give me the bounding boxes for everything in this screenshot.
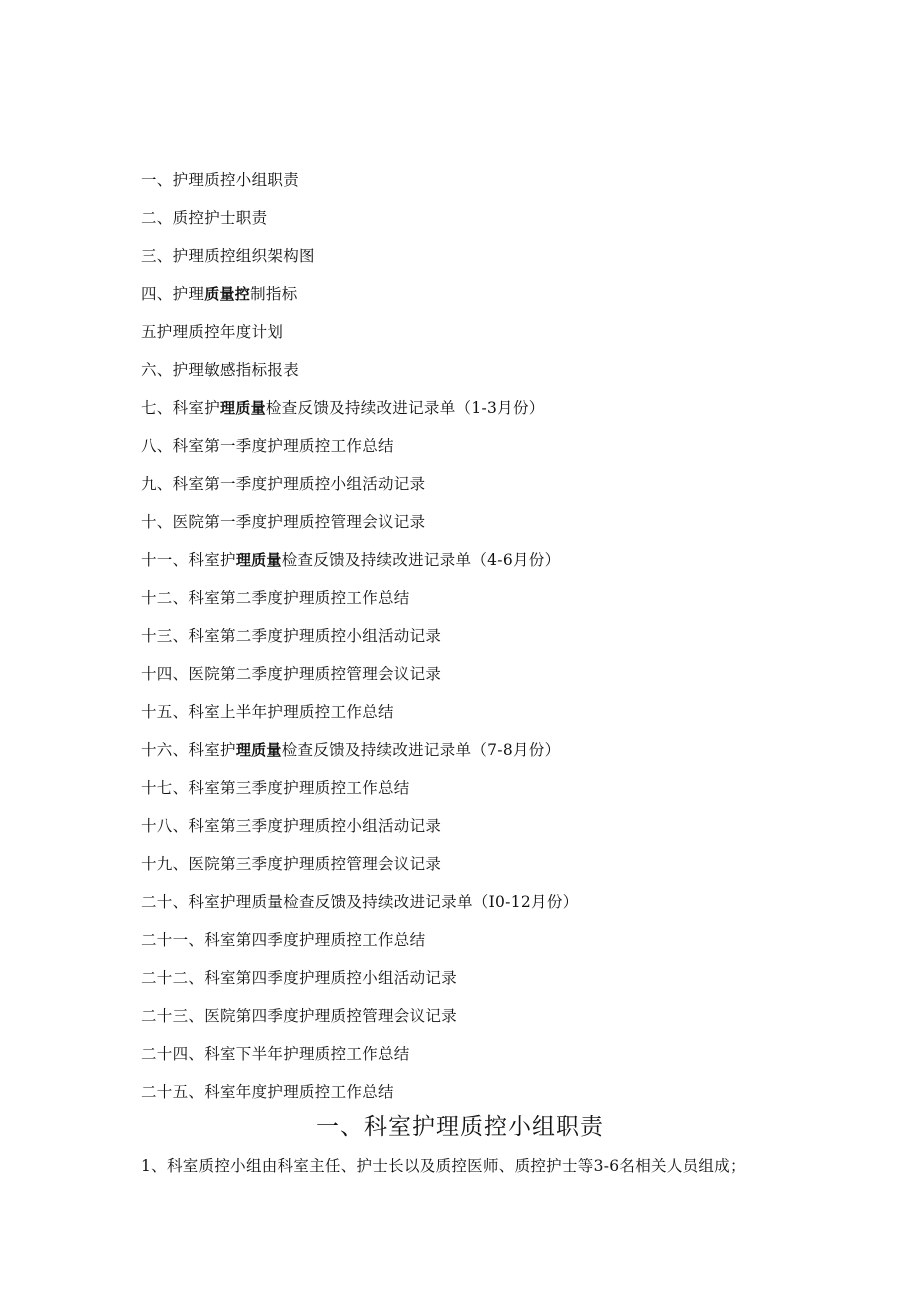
toc-item bbox=[141, 547, 841, 585]
toc-item-text: 十四、医院第二季度护理质控管理会议记录 bbox=[141, 665, 442, 683]
toc-item-text: 十八、科室第三季度护理质控小组活动记录 bbox=[141, 817, 442, 835]
toc-item bbox=[141, 471, 841, 509]
toc-item bbox=[141, 927, 841, 965]
toc-item-text: 二、质控护士职责 bbox=[141, 209, 268, 227]
toc-item-text: 十、医院第一季度护理质控管理会议记录 bbox=[141, 513, 426, 531]
toc-item bbox=[141, 585, 841, 623]
toc-item bbox=[141, 889, 841, 927]
toc-item-text: 四、护理 bbox=[141, 285, 205, 303]
toc-item-text: 一、护理质控小组职责 bbox=[141, 171, 300, 189]
toc-item bbox=[141, 813, 841, 851]
toc-item bbox=[141, 243, 841, 281]
toc-item bbox=[141, 395, 841, 433]
toc-item-bold-text: 理质量 bbox=[235, 551, 282, 569]
toc-item-text: 十五、科室上半年护理质控工作总结 bbox=[141, 703, 394, 721]
toc-item-text: 十七、科室第三季度护理质控工作总结 bbox=[141, 779, 410, 797]
toc-item-text-rest: 检查反馈及持续改进记录单（4-6月份） bbox=[281, 551, 561, 569]
toc-item bbox=[141, 205, 841, 243]
toc-item bbox=[141, 699, 841, 737]
toc-item-text: 二十一、科室第四季度护理质控工作总结 bbox=[141, 931, 426, 949]
toc-item-text-rest: 检查反馈及持续改进记录单（1-3月份） bbox=[265, 399, 545, 417]
toc-item bbox=[141, 623, 841, 661]
toc-item-text: 二十二、科室第四季度护理质控小组活动记录 bbox=[141, 969, 458, 987]
toc-item-text: 十三、科室第二季度护理质控小组活动记录 bbox=[141, 627, 442, 645]
toc-item-text: 二十四、科室下半年护理质控工作总结 bbox=[141, 1045, 410, 1063]
toc-item-text-rest: 检查反馈及持续改进记录单（7-8月份） bbox=[281, 741, 561, 759]
toc-item-text: 九、科室第一季度护理质控小组活动记录 bbox=[141, 475, 426, 493]
toc-item bbox=[141, 737, 841, 775]
toc-item-text: 七、科室护 bbox=[141, 399, 221, 417]
toc-item-text: 二十三、医院第四季度护理质控管理会议记录 bbox=[141, 1007, 458, 1025]
table-of-contents bbox=[141, 167, 841, 1117]
toc-item-text: 十一、科室护 bbox=[141, 551, 236, 569]
section-title: 一、科室护理质控小组职责 bbox=[316, 1114, 604, 1140]
toc-item bbox=[141, 433, 841, 471]
toc-item-text: 三、护理质控组织架构图 bbox=[141, 247, 315, 265]
toc-item bbox=[141, 357, 841, 395]
toc-item-text-rest: 制指标 bbox=[250, 285, 298, 303]
toc-item bbox=[141, 661, 841, 699]
toc-item-bold-text: 理质量 bbox=[235, 741, 282, 759]
toc-item-bold-text: 理质量 bbox=[220, 399, 266, 417]
toc-item-text: 十九、医院第三季度护理质控管理会议记录 bbox=[141, 855, 442, 873]
toc-item-bold-text: 质量控 bbox=[204, 285, 251, 303]
toc-item-text: 五护理质控年度计划 bbox=[141, 323, 284, 341]
toc-item-text: 二十、科室护理质量检查反馈及持续改进记录单（I0-12月份） bbox=[141, 893, 579, 911]
toc-item bbox=[141, 851, 841, 889]
toc-item bbox=[141, 281, 841, 319]
toc-item-text: 二十五、科室年度护理质控工作总结 bbox=[141, 1083, 394, 1101]
toc-item-text: 十二、科室第二季度护理质控工作总结 bbox=[141, 589, 410, 607]
toc-item bbox=[141, 509, 841, 547]
toc-item bbox=[141, 965, 841, 1003]
toc-item-text: 八、科室第一季度护理质控工作总结 bbox=[141, 437, 394, 455]
toc-item bbox=[141, 1041, 841, 1079]
toc-item bbox=[141, 167, 841, 205]
section-paragraph: 1、科室质控小组由科室主任、护士长以及质控医师、质控护士等3-6名相关人员组成； bbox=[141, 1157, 746, 1175]
toc-item bbox=[141, 1003, 841, 1041]
toc-item-text: 十六、科室护 bbox=[141, 741, 236, 759]
toc-item-text: 六、护理敏感指标报表 bbox=[141, 361, 300, 379]
toc-item bbox=[141, 775, 841, 813]
toc-item bbox=[141, 319, 841, 357]
